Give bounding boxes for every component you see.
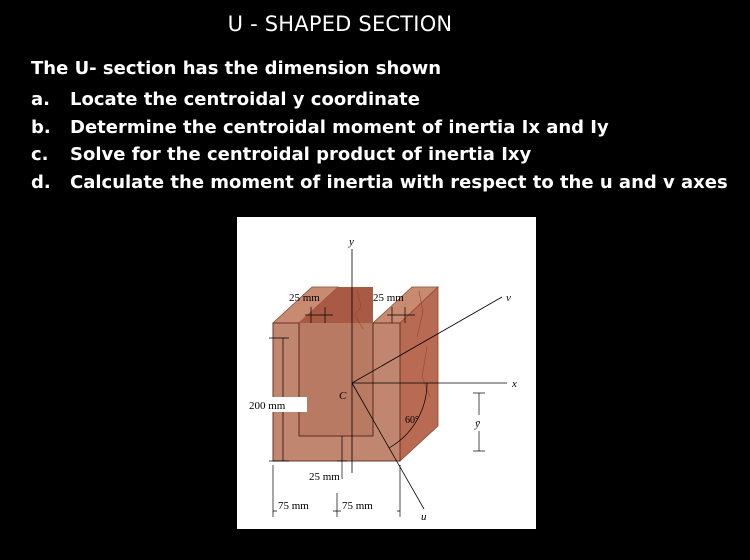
task-label: c. [31, 144, 49, 165]
height-dim-label: 200 mm [249, 400, 286, 412]
u-axis-label: u [421, 511, 427, 523]
task-text: Determine the centroidal moment of inertia Ix and Iy [70, 116, 609, 138]
page-title: U - SHAPED SECTION [227, 12, 453, 36]
problem-intro: The U- section has the dimension shown [31, 58, 442, 79]
task-text: Locate the centroidal y coordinate [70, 89, 420, 110]
task-item-c [31, 141, 728, 169]
y-axis-label: y [349, 236, 354, 248]
task-text: Solve for the centroidal product of inertia Ixy [70, 144, 532, 165]
task-label: d. [31, 171, 51, 193]
inner-opening [299, 323, 373, 436]
task-item-b [31, 114, 728, 142]
angle-label: 60° [405, 415, 419, 426]
x-axis-label: x [512, 378, 517, 390]
ybar-label: ȳ [475, 418, 480, 430]
right-thickness-label: 25 mm [373, 292, 404, 304]
bottom-thickness-label: 25 mm [309, 471, 340, 483]
centroid-label: C [339, 390, 347, 402]
v-axis-label: v [506, 292, 511, 304]
u-section-diagram [237, 217, 536, 529]
right-half-width-label: 75 mm [342, 500, 373, 512]
left-thickness-label: 25 mm [289, 292, 320, 304]
u-section-figure [237, 217, 536, 529]
task-item-a [31, 86, 728, 114]
task-label: a. [31, 89, 50, 110]
task-text: Calculate the moment of inertia with respect to the u and v axes [70, 171, 728, 193]
left-half-width-label: 75 mm [278, 500, 309, 512]
task-list [31, 86, 728, 196]
task-item-d [31, 169, 728, 197]
task-label: b. [31, 116, 51, 138]
